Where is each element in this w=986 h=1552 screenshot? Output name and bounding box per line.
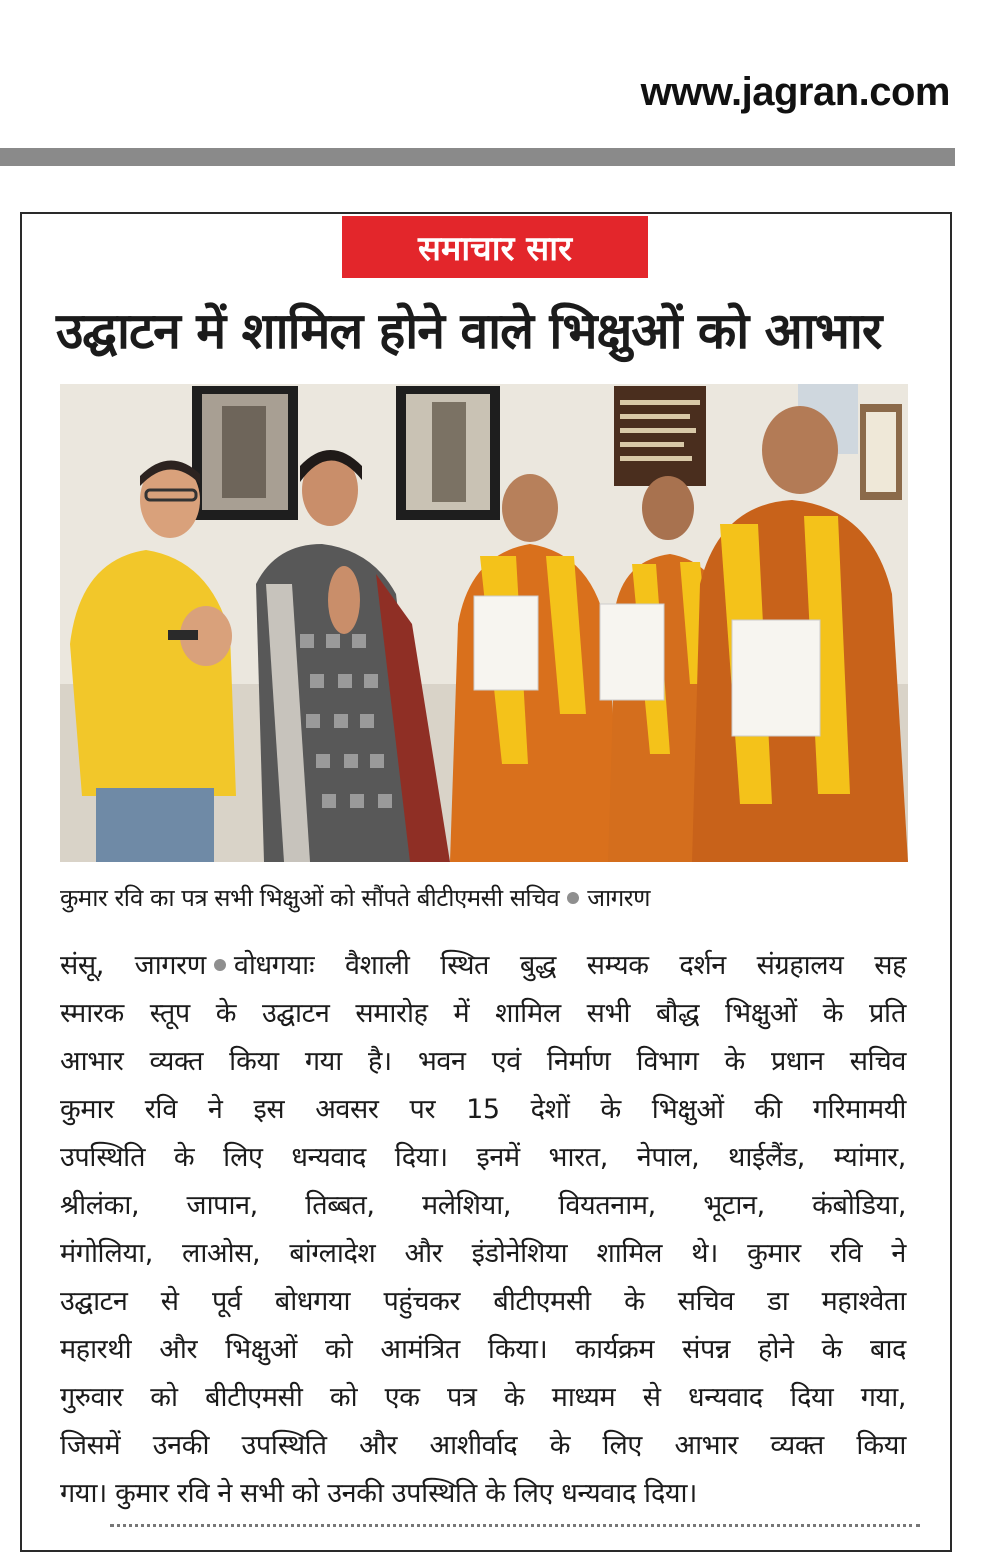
body-line: गया। कुमार रवि ने सभी को उनकी उपस्थिति के लिए धन्यवाद दिया। <box>60 1478 697 1509</box>
body-line: मंगोलिया, लाओस, बांग्लादेश और इंडोनेशिया शामिल थे। कुमार रवि ने <box>60 1238 906 1269</box>
body-line: उद्घाटन से पूर्व बोधगया पहुंचकर बीटीएमसी के सचिव डा महाश्वेता <box>60 1286 906 1317</box>
header-rule <box>0 148 955 166</box>
article-photo <box>60 384 908 862</box>
site-url[interactable]: www.jagran.com <box>640 70 950 114</box>
body-line: आभार व्यक्त किया गया है। भवन एवं निर्माण विभाग के प्रधान सचिव <box>60 1046 906 1077</box>
body-line: उपस्थिति के लिए धन्यवाद दिया। इनमें भारत, नेपाल, थाईलैंड, म्यांमार, <box>60 1142 906 1173</box>
article-headline: उद्घाटन में शामिल होने वाले भिक्षुओं को आभार <box>56 302 882 360</box>
photo-caption-line <box>60 878 920 918</box>
body-line: जिसमें उनकी उपस्थिति और आशीर्वाद के लिए आभार व्यक्त किया <box>60 1430 906 1461</box>
body-line-first <box>60 942 906 990</box>
body-line: कुमार रवि ने इस अवसर पर 15 देशों के भिक्षुओं की गरिमामयी <box>60 1094 906 1125</box>
bottom-dotted-rule <box>110 1524 920 1533</box>
body-line: श्रीलंका, जापान, तिब्बत, मलेशिया, वियतनाम, भूटान, कंबोडिया, <box>60 1190 906 1221</box>
photo-credit: जागरण <box>587 884 650 912</box>
body-line: वैशाली स्थित बुद्ध सम्यक दर्शन संग्रहालय सह <box>345 950 907 981</box>
body-line: महारथी और भिक्षुओं को आमंत्रित किया। कार्यक्रम संपन्न होने के बाद <box>60 1334 906 1365</box>
body-line: गुरुवार को बीटीएमसी को एक पत्र के माध्यम से धन्यवाद दिया गया, <box>60 1382 906 1413</box>
body-line: स्मारक स्तूप के उद्घाटन समारोह में शामिल सभी बौद्ध भिक्षुओं के प्रति <box>60 998 906 1029</box>
byline-source: संसू, जागरण <box>60 950 206 981</box>
photo-caption: कुमार रवि का पत्र सभी भिक्षुओं को सौंपते बीटीएमसी सचिव <box>60 884 560 912</box>
byline-dateline: वोधगयाः <box>233 950 315 981</box>
section-badge: समाचार सार <box>342 216 648 278</box>
article-body <box>60 942 906 1518</box>
photo-illustration <box>60 384 908 862</box>
separator-dot-icon <box>214 959 226 971</box>
separator-dot-icon <box>567 892 579 904</box>
